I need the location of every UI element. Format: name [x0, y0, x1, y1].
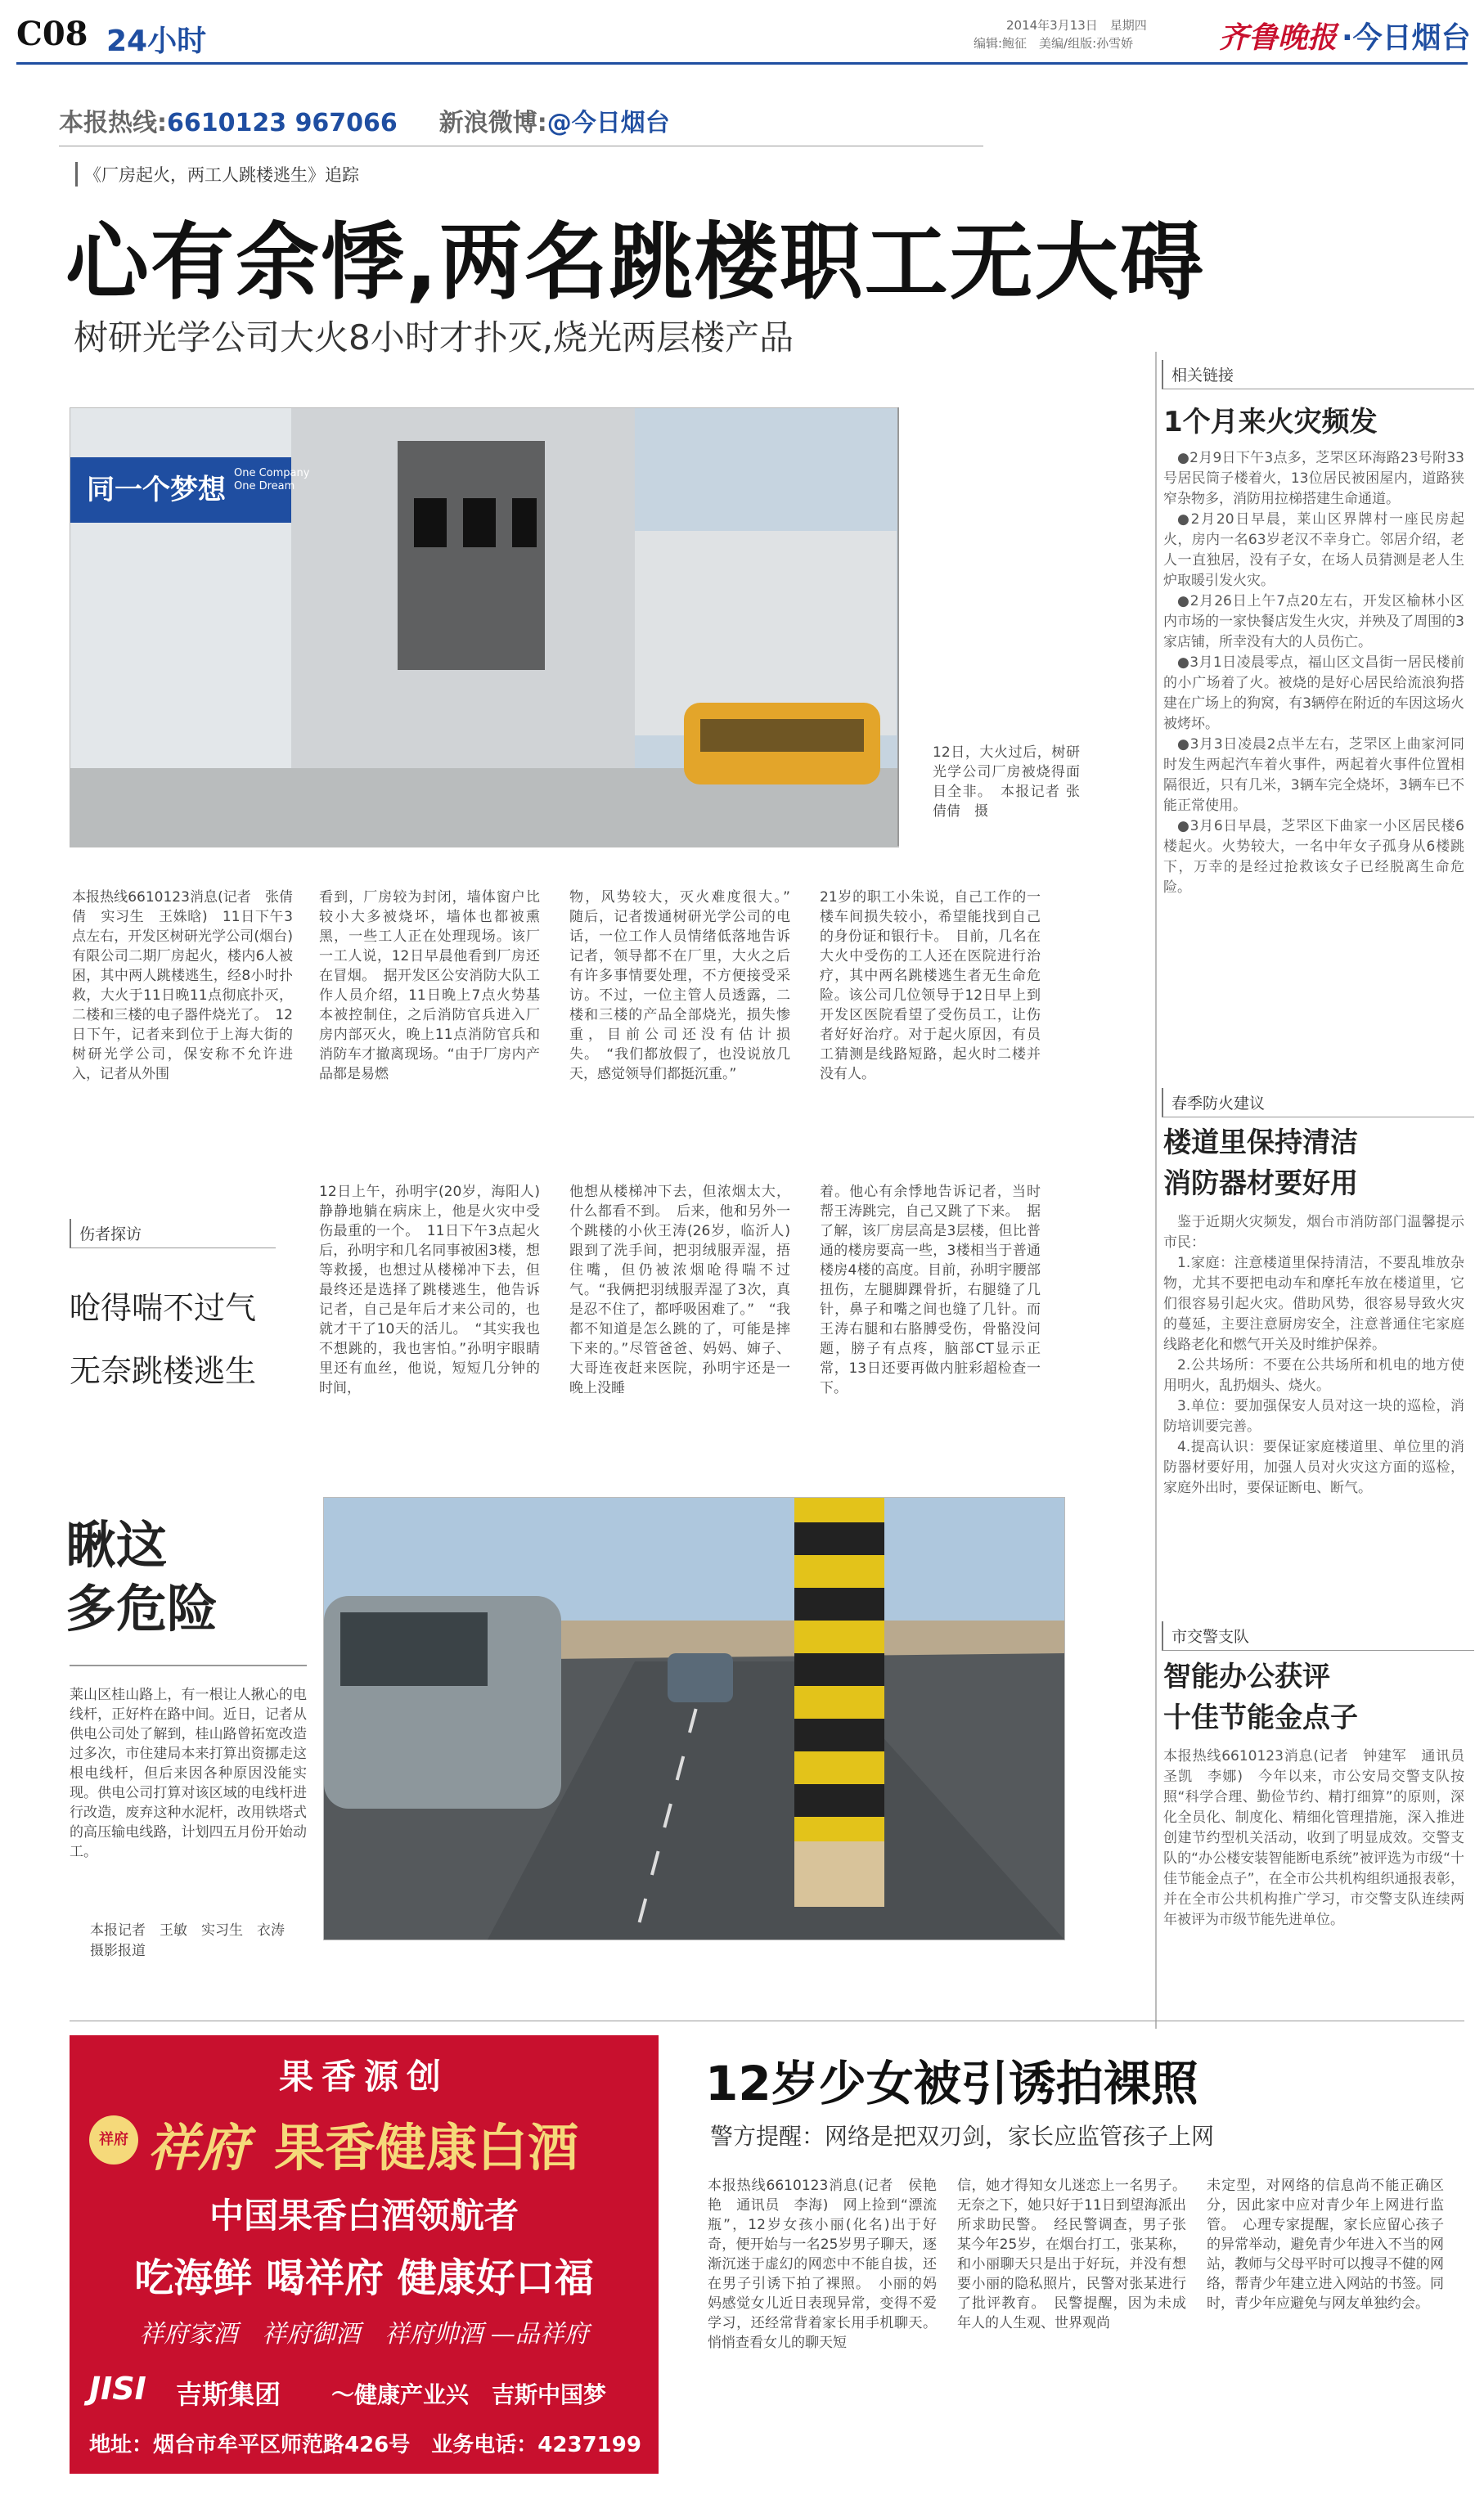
photo-banner-text: 同一个梦想: [87, 474, 226, 506]
photo-sign-line: One Dream: [234, 480, 295, 492]
lead-headline: 心有余悸,两名跳楼职工无大碍: [65, 214, 1205, 312]
ad-product: 果香健康白酒: [274, 2118, 579, 2178]
ad-brand-name: 祥府: [147, 2118, 250, 2178]
ad-group-name: 吉斯集团: [176, 2379, 281, 2410]
ad-products-row: 祥府家酒 祥府御酒 祥府帅酒 —品祥府: [139, 2320, 589, 2349]
issue-date: 2014年3月13日 星期四: [1006, 18, 1147, 33]
hotline-bar: [59, 102, 670, 138]
photo-sign-line: One Company: [234, 467, 310, 479]
girl-col-3: 未定型，对网络的信息尚不能正确区分，因此家中应对青少年上网进行监管。 心理专家提醒，家长应留心孩子的异常举动，避免青少年进入不当的网站，教师与父母平时可以搜寻不健的网络，帮青少年建立进入网站的书签。同时，青少年应避免与网友单独约会。: [1207, 2178, 1444, 2312]
spring-title: [1163, 1122, 1358, 1204]
police-title-line: 十佳节能金点子: [1163, 1702, 1358, 1734]
injured-col-1: 12日上午，孙明宇(20岁，海阳人)静静地躺在病床上，他是火灾中受伤最重的一个。 11日下午3点起火后，孙明宇和几名同事被困3楼，想等救援，也想过从楼梯冲下去，但最终还是选择了跳楼逃生，他告诉记者，自己是年后才来公司的，也就才干了10天的活儿。 “其实我也不想跳的，我也害怕。”孙明宇眼睛里还有血丝，他说，短短几分钟的时间，: [319, 1184, 540, 1396]
ad-line1: 果香源创: [278, 2057, 449, 2097]
weibo-label: 新浪微博:: [438, 109, 547, 137]
girl-subhead: 警方提醒：网络是把双刃剑，家长应监管孩子上网: [710, 2123, 1215, 2150]
ad-seal-icon: 祥府: [89, 2115, 138, 2165]
spring-paragraph: 2.公共场所：不要在公共场所和机电的地方使用明火，乱扔烟头、烧火。: [1163, 1357, 1464, 1394]
danger-credit: 本报记者 王敏 实习生 衣涛 摄影报道: [90, 1922, 299, 1959]
ad-group-slogan: ～健康产业兴 吉斯中国梦: [331, 2381, 607, 2408]
police-tag: 市交警支队: [1162, 1621, 1474, 1651]
fire-links-item: ●3月6日早晨，芝罘区下曲家一小区居民楼6楼起火。火势较大，一名中年女子孤身从6楼跳下，万幸的是经过抢救该女子已经脱离生命危险。: [1163, 818, 1464, 896]
ad-slogan1: 中国果香白酒领航者: [209, 2196, 519, 2236]
editor-credits: 编辑:鲍征 美编/组版:孙雪娇: [974, 36, 1134, 51]
lead-col-2: 看到，厂房较为封闭，墙体窗户比较小大多被烧坏，墙体也都被熏黑，一些工人正在处理现场。该厂一工人说，12日早晨他看到厂房还在冒烟。 据开发区公安消防大队工作人员介绍，11日晚上7点火势基本被控制住，之后消防官兵进入厂房内部灭火，晚上11点消防官兵和消防车才撤离现场。“由于厂房内产品都是易燃: [319, 889, 540, 1082]
danger-rule: [70, 1665, 307, 1666]
masthead-rule: [16, 62, 1468, 65]
sidebar-divider: [1155, 352, 1157, 2029]
spring-paragraph: 1.家庭：注意楼道里保持清洁，不要乱堆放杂物，尤其不要把电动车和摩托车放在楼道里，它们很容易引起火灾。借助风势，很容易导致火灾的蔓延，主要注意厨房安全，注意普通住宅家庭线路老化和燃气开关及时维护保养。: [1163, 1255, 1464, 1353]
fire-links-item: ●2月20日早晨，莱山区界牌村一座民房起火，房内一名63岁老汉不幸身亡。邻居介绍，老人一直独居，没有子女，在场人员猜测是老人生炉取暖引发火灾。: [1163, 511, 1464, 589]
injured-tag: 伤者探访: [70, 1219, 276, 1248]
spring-title-line: 楼道里保持清洁: [1163, 1126, 1358, 1159]
photo-caption: 12日，大火过后，树研光学公司厂房被烧得面目全非。 本报记者 张倩倩 摄: [933, 744, 1080, 820]
lead-kicker: 《厂房起火，两工人跳楼逃生》追踪: [75, 162, 359, 187]
fire-photo: [70, 407, 899, 847]
danger-title-line: 瞅这: [65, 1515, 168, 1575]
injured-col-3: 着。他心有余悸地告诉记者，当时帮王涛跳完，自己又跳了下来。 据了解，该厂房层高是3层楼，但比普通的楼房要高一些，3楼相当于普通楼房4楼的高度。目前，孙明宇腰部扭伤，左腿脚踝骨折，右腿缝了几针，鼻子和嘴之间也缝了几针。而王涛右腿和右胳膊受伤，骨骼没问题，膀子有点疼，脑部CT显示正常，13日还要再做内脏彩超检查一下。: [820, 1184, 1041, 1396]
girl-col-2: 信，她才得知女儿迷恋上一名男子。无奈之下，她只好于11日到望海派出所求助民警。 经民警调查，男子张某今年25岁，在烟台打工，张某称，和小丽聊天只是出于好玩，并没有想要小丽的隐私照片，民警对张某进行了批评教育。 民警提醒，因为未成年人的人生观、世界观尚: [957, 2178, 1186, 2331]
police-title-line: 智能办公获评: [1163, 1661, 1330, 1693]
photo-divider: [897, 407, 899, 846]
ad-address: 地址：烟台市牟平区师范路426号 业务电话：4237199: [89, 2433, 641, 2457]
fire-links-item: ●3月3日凌晨2点半左右，芝罘区上曲家河同时发生两起汽车着火事件，两起着火事件位置相隔很近，只有几米，3辆车完全烧坏，3辆车已不能正常使用。: [1163, 736, 1464, 814]
pole-photo-scene: [324, 1498, 1064, 1940]
edition-name: ·今日烟台: [1342, 21, 1471, 55]
fire-links-item: ●2月26日上午7点20左右，开发区榆林小区内市场的一家快餐店发生火灾，并殃及了周围的3家店铺，所幸没有大的人员伤亡。: [1163, 593, 1464, 650]
police-body: 本报热线6610123消息(记者 钟建军 通讯员 圣凯 李娜) 今年以来，市公安局交警支队按照“科学合理、勤俭节约、精打细算”的原则，深化全员化、制度化、精细化管理措施，深入推进创建节约型机关活动，收到了明显成效。交警支队的“办公楼安装智能断电系统”被评选为市级“十佳节能金点子”，在全市公共机构组织通报表彰，并在全市公共机构推广学习，市交警支队连续两年被评为市级节能先进单位。: [1163, 1748, 1478, 1928]
page-code: C08: [16, 15, 88, 53]
spring-paragraph: 3.单位：要加强保安人员对这一块的巡检，消防培训要完善。: [1163, 1398, 1464, 1435]
spring-title-line: 消防器材要好用: [1163, 1167, 1358, 1200]
injured-title-2: 无奈跳楼逃生: [70, 1353, 257, 1389]
hotline-label: 本报热线:: [59, 109, 167, 137]
fire-links-tag: 相关链接: [1162, 360, 1474, 389]
weibo-handle: @今日烟台: [546, 109, 670, 137]
paper-name: 齐鲁晚报: [1219, 21, 1338, 55]
hotline-numbers: 6610123 967066: [167, 109, 398, 137]
pole-photo: [323, 1497, 1065, 1940]
fire-links-title: 1个月来火灾频发: [1163, 406, 1378, 438]
fire-links-item: ●3月1日凌晨零点，福山区文昌街一居民楼前的小广场着了火。被烧的是好心居民给流浪狗搭建在广场上的狗窝，有3辆停在附近的车因这场火被烤坏。: [1163, 654, 1464, 732]
danger-body: 莱山区桂山路上，有一根让人揪心的电线杆，正好杵在路中间。近日，记者从供电公司处了解到，桂山路曾拓宽改造过多次，市住建局本来打算出资挪走这根电线杆，但后来因各种原因没能实现。供电公司打算对该区域的电线杆进行改造，废弃这种水泥杆，改用铁塔式的高压输电线路，计划四五月份开始动工。: [70, 1687, 307, 1860]
lead-subhead: 树研光学公司大火8小时才扑灭,烧光两层楼产品: [74, 317, 794, 357]
liquor-ad: [70, 2035, 659, 2474]
lead-col-1: 本报热线6610123消息(记者 张倩倩 实习生 王姝晗) 11日下午3点左右，开发区树研光学公司(烟台)有限公司二期厂房起火，楼内6人被困，其中两人跳楼逃生，经8小时扑救，大火于11日晚11点彻底扑灭，二楼和三楼的电子器件烧光了。 12日下午，记者来到位于上海大街的树研光学公司，保安称不允许进入，记者从外围: [72, 889, 293, 1082]
police-title: [1163, 1657, 1358, 1738]
danger-title-line: 多危险: [65, 1579, 218, 1639]
ad-slogan2: 吃海鲜 喝祥府 健康好口福: [134, 2255, 594, 2301]
girl-col-1: 本报热线6610123消息(记者 侯艳艳 通讯员 李海) 网上捡到“漂流瓶”，12岁女孩小丽(化名)出于好奇，便开始与一名25岁男子聊天，逐渐沉迷于虚幻的网恋中不能自拔，还在男子引诱下拍了裸照。 小丽的妈妈感觉女儿近日表现异常，变得不爱学习，还经常背着家长用手机聊天。悄悄查看女儿的聊天短: [708, 2178, 937, 2351]
lead-col-3: 物，风势较大，灭火难度很大。” 随后，记者拨通树研光学公司的电话，一位工作人员情绪低落地告诉记者，领导都不在厂里，大火之后有许多事情要处理，不方便接受采访。不过，一位主管人员透露，二楼和三楼的产品全部烧光，损失惨重，目前公司还没有估计损失。 “我们都放假了，也没说放几天，感觉领导们都挺沉重。”: [569, 889, 804, 1082]
lead-col-4: 21岁的职工小朱说，自己工作的一楼车间损失较小，希望能找到自己的身份证和银行卡。 目前，几名在大火中受伤的工人还在医院进行治疗，其中两名跳楼逃生者无生命危险。该公司几位领导于12日早上到开发区医院看望了受伤员工，让伤者好好治疗。对于起火原因，有员工猜测是线路短路，起火时二楼并没有人。: [820, 889, 1041, 1082]
spring-paragraph: 鉴于近期火灾频发，烟台市消防部门温馨提示市民：: [1163, 1214, 1464, 1251]
girl-headline: 12岁少女被引诱拍裸照: [705, 2056, 1198, 2111]
fire-links-item: ●2月9日下午3点多，芝罘区环海路23号附33号居民筒子楼着火，13位居民被困屋内，道路狭窄杂物多，消防用拉梯搭建生命通道。: [1163, 450, 1464, 507]
injured-title-1: 呛得喘不过气: [70, 1290, 257, 1326]
photo-sign: [234, 467, 309, 493]
ad-group-logo: JISI: [89, 2371, 146, 2407]
spring-body: [1163, 1212, 1464, 1597]
danger-title: [65, 1513, 218, 1641]
section-label: 24小时: [106, 25, 207, 58]
spring-tag: 春季防火建议: [1162, 1088, 1474, 1117]
injured-col-2: 他想从楼梯冲下去，但浓烟太大，什么都看不到。 后来，他和另外一个跳楼的小伙王涛(26岁，临沂人)跟到了洗手间，把羽绒服弄湿，捂住嘴，但仍被浓烟呛得喘不过气。“我俩把羽绒服弄湿了3次，真是忍不住了，都呼吸困难了。” “我都不知道是怎么跳的了，可能是摔下来的。”尽管爸爸、妈妈、婶子、大哥连夜赶来医院，孙明宇还是一晚上没睡: [569, 1184, 790, 1396]
fire-links-list: [1163, 448, 1464, 1058]
spring-paragraph: 4.提高认识：要保证家庭楼道里、单位里的消防器材要好用，加强人员对火灾这方面的巡检，家庭外出时，要保证断电、断气。: [1163, 1439, 1464, 1496]
